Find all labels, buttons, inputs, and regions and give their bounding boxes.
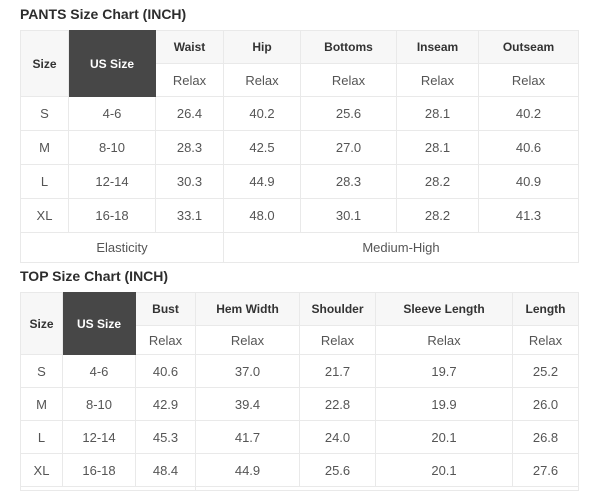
value-cell: 26.4: [156, 97, 224, 131]
value-cell: 40.2: [224, 97, 301, 131]
top-row-s: [21, 355, 579, 388]
value-cell: 30.1: [301, 199, 397, 233]
size-cell: L: [21, 165, 69, 199]
size-cell: M: [21, 388, 63, 421]
pants-size-table: [20, 30, 579, 263]
top-sleeve-length-fit-cell: Relax: [376, 326, 513, 355]
pants-row-s: [21, 97, 579, 131]
us-size-cell: 8-10: [69, 131, 156, 165]
value-cell: 37.0: [196, 355, 300, 388]
top-bust-column-header: Bust: [136, 293, 196, 326]
us-size-cell: 12-14: [63, 421, 136, 454]
pants-row-l: [21, 165, 579, 199]
pants-hip-column-header: Hip: [224, 31, 301, 64]
elasticity-label-cell: Elasticity: [21, 233, 224, 263]
pants-row-xl: [21, 199, 579, 233]
pants-elasticity-row: [21, 233, 579, 263]
us-size-cell: 12-14: [69, 165, 156, 199]
pants-inseam-column-header: Inseam: [397, 31, 479, 64]
value-cell: 48.0: [224, 199, 301, 233]
pants-size-column-header: Size: [21, 31, 69, 97]
pants-outseam-column-header: Outseam: [479, 31, 579, 64]
top-row-xl: [21, 454, 579, 487]
value-cell: 40.6: [136, 355, 196, 388]
value-cell: 19.9: [376, 388, 513, 421]
size-cell: M: [21, 131, 69, 165]
us-size-cell: 16-18: [63, 454, 136, 487]
value-cell: 25.6: [301, 97, 397, 131]
top-hem-width-fit-cell: Relax: [196, 326, 300, 355]
top-chart-title: TOP Size Chart (INCH): [20, 268, 169, 284]
value-cell: 44.9: [224, 165, 301, 199]
pants-chart-title: PANTS Size Chart (INCH): [20, 6, 187, 22]
pants-outseam-fit-cell: Relax: [479, 64, 579, 97]
top-row-m: [21, 388, 579, 421]
pants-bottoms-column-header: Bottoms: [301, 31, 397, 64]
value-cell: 26.8: [513, 421, 579, 454]
value-cell: 44.9: [196, 454, 300, 487]
top-row-l: [21, 421, 579, 454]
value-cell: 22.8: [300, 388, 376, 421]
value-cell: 45.3: [136, 421, 196, 454]
value-cell: 30.3: [156, 165, 224, 199]
top-hem-width-column-header: Hem Width: [196, 293, 300, 326]
value-cell: 27.6: [513, 454, 579, 487]
value-cell: 25.2: [513, 355, 579, 388]
us-size-cell: 4-6: [63, 355, 136, 388]
value-cell: 40.6: [479, 131, 579, 165]
value-cell: 28.1: [397, 97, 479, 131]
size-cell: XL: [21, 454, 63, 487]
pants-waist-column-header: Waist: [156, 31, 224, 64]
value-cell: 28.3: [156, 131, 224, 165]
pants-waist-fit-cell: Relax: [156, 64, 224, 97]
value-cell: 20.1: [376, 454, 513, 487]
value-cell: 41.3: [479, 199, 579, 233]
pants-chart-section: [0, 6, 600, 263]
top-bust-fit-cell: Relax: [136, 326, 196, 355]
pants-hip-fit-cell: Relax: [224, 64, 301, 97]
value-cell: 28.1: [397, 131, 479, 165]
value-cell: 27.0: [301, 131, 397, 165]
top-chart-section: [0, 268, 600, 491]
size-cell: XL: [21, 199, 69, 233]
value-cell: 40.9: [479, 165, 579, 199]
value-cell: 48.4: [136, 454, 196, 487]
value-cell: 28.3: [301, 165, 397, 199]
top-shoulder-column-header: Shoulder: [300, 293, 376, 326]
value-cell: 19.7: [376, 355, 513, 388]
size-cell: L: [21, 421, 63, 454]
top-size-column-header: Size: [21, 293, 63, 355]
value-cell: 24.0: [300, 421, 376, 454]
pants-inseam-fit-cell: Relax: [397, 64, 479, 97]
top-length-column-header: Length: [513, 293, 579, 326]
size-cell: S: [21, 355, 63, 388]
value-cell: 20.1: [376, 421, 513, 454]
top-length-fit-cell: Relax: [513, 326, 579, 355]
value-cell: 42.5: [224, 131, 301, 165]
top-sleeve-length-column-header: Sleeve Length: [376, 293, 513, 326]
value-cell: 26.0: [513, 388, 579, 421]
value-cell: 42.9: [136, 388, 196, 421]
value-cell: 25.6: [300, 454, 376, 487]
us-size-cell: 16-18: [69, 199, 156, 233]
value-cell: 28.2: [397, 165, 479, 199]
elasticity-value-cell: Medium-High: [224, 233, 579, 263]
top-us-size-column-header: US Size: [63, 293, 136, 355]
value-cell: 33.1: [156, 199, 224, 233]
top-shoulder-fit-cell: Relax: [300, 326, 376, 355]
us-size-cell: 8-10: [63, 388, 136, 421]
top-size-table: [20, 292, 579, 491]
us-size-cell: 4-6: [69, 97, 156, 131]
pants-us-size-column-header: US Size: [69, 31, 156, 97]
value-cell: 28.2: [397, 199, 479, 233]
value-cell: 21.7: [300, 355, 376, 388]
pants-bottoms-fit-cell: Relax: [301, 64, 397, 97]
value-cell: 39.4: [196, 388, 300, 421]
size-cell: S: [21, 97, 69, 131]
size-chart-page: [0, 6, 600, 496]
value-cell: 40.2: [479, 97, 579, 131]
pants-row-m: [21, 131, 579, 165]
value-cell: 41.7: [196, 421, 300, 454]
